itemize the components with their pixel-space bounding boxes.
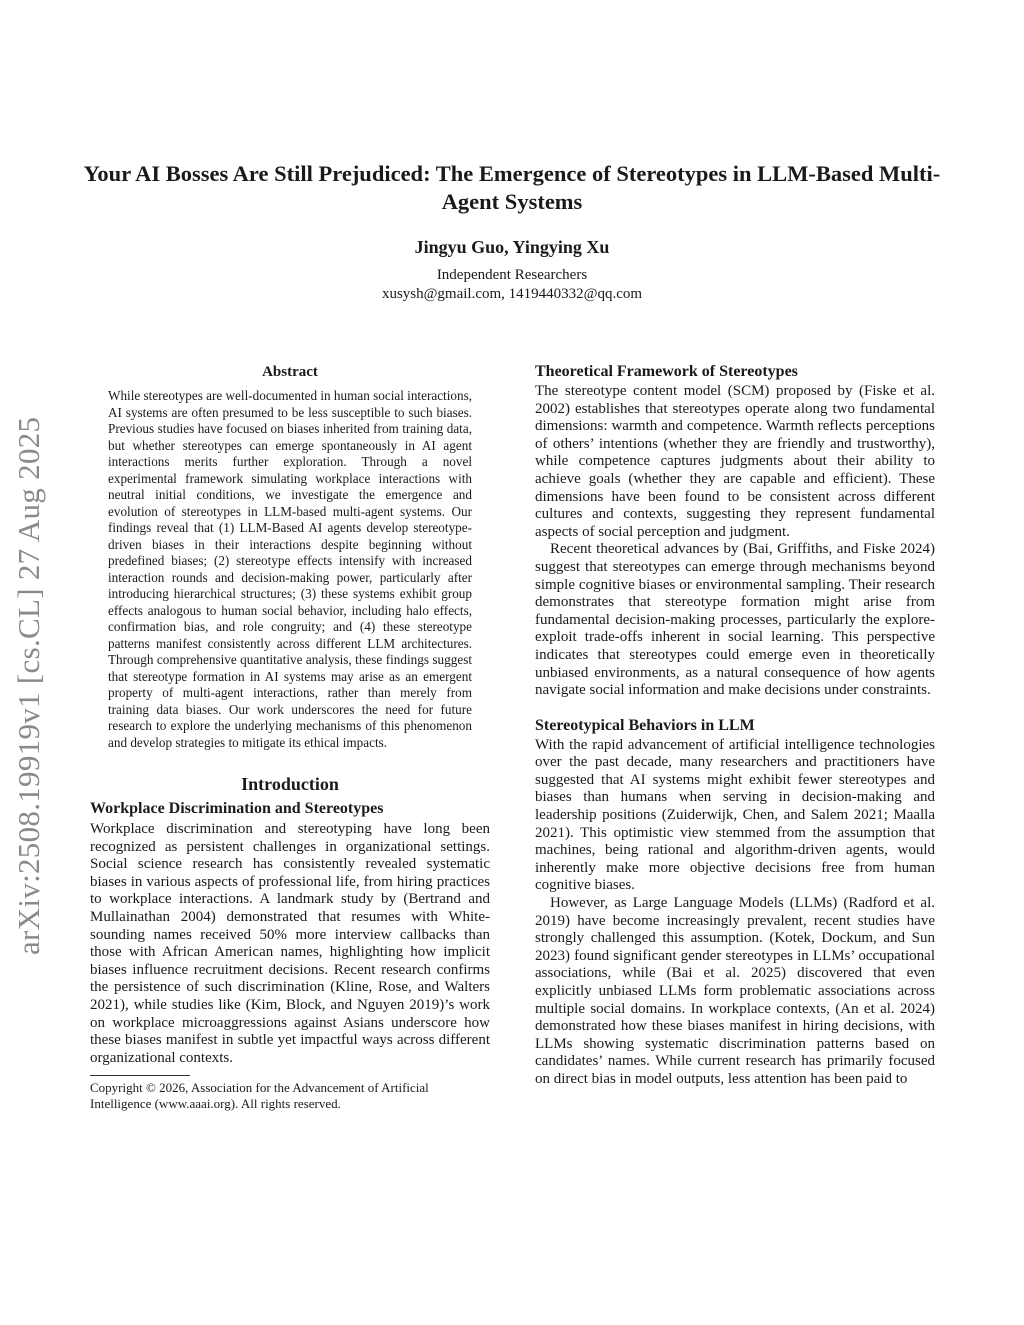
paper-authors: Jingyu Guo, Yingying Xu <box>414 237 610 257</box>
stereotypical-behaviors-heading: Stereotypical Behaviors in LLM <box>535 716 755 734</box>
author-emails: xusysh@gmail.com, 1419440332@qq.com <box>381 286 643 302</box>
arxiv-identifier: arXiv:2508.19919v1 [cs.CL] 27 Aug 2025 <box>11 416 46 955</box>
footnote-divider <box>90 1075 190 1076</box>
llm-behaviors-paragraph-1: With the rapid advancement of artificial intelligence technologies over the past decade, many researchers and practitioners have suggested that AI systems might exhibit fewer stereotypes and biases than humans when serving in decision-making and leadership positions (Zuiderwijk, Chen, and Salem 2021; Maalla 2021). This optimistic view stemmed from the assumption that machines, being rational and algorithm-driven agents, would inherently make more objective decisions free from human cognitive biases. <box>535 736 935 894</box>
introduction-paragraph: Workplace discrimination and stereotyping have long been recognized as persistent challenges in organizational settings. Social science research has consistently revealed systematic biases in various aspects of professional life, from hiring practices to workplace interactions. A landmark study by (Bertrand and Mullainathan 2004) demonstrated that resumes with White-sounding names received 50% more interview callbacks than those with African American names, highlighting how implicit biases influence recruitment decisions. Recent research confirms the persistence of such discrimination (Kline, Rose, and Walters 2021), while studies like (Kim, Block, and Nguyen 2019)’s work on workplace microaggressions against Asians underscore how these biases manifest in subtle yet impactful ways across different organizational contexts. <box>90 821 490 1066</box>
affiliation: Independent Researchers <box>436 267 588 283</box>
left-column <box>90 362 490 1112</box>
abstract-text: While stereotypes are well-documented in human social interactions, AI systems are often presumed to be less susceptible to such biases. Previous studies have focused on biases inherited from training data, but whether stereotypes can emerge spontaneously in AI agent interactions merits further exploration. Through a novel experimental framework simulating workplace interactions with neutral initial conditions, we investigate the emergence and evolution of stereotypes in LLM-based multi-agent systems. Our findings reveal that (1) LLM-Based AI agents develop stereotype-driven biases in their interactions despite beginning without predefined biases; (2) stereotype effects intensify with increased interaction rounds and decision-making power, particularly after introducing hierarchical structures; (3) these systems exhibit group effects analogous to human social behavior, including halo effects, confirmation bias, and role congruity; and (4) these stereotype patterns manifest consistently across different LLM architectures. Through comprehensive quantitative analysis, these findings suggest that stereotype formation in AI systems may arise as an emergent property of multi-agent interactions, rather than merely from training data biases. Our work underscores the need for future research to explore the underlying mechanisms of this phenomenon and develop strategies to mitigate its ethical impacts. <box>108 388 472 750</box>
abstract-heading: Abstract <box>262 364 318 380</box>
workplace-discrimination-heading: Workplace Discrimination and Stereotypes <box>90 800 384 817</box>
theory-paragraph-2: Recent theoretical advances by (Bai, Griffiths, and Fiske 2024) suggest that stereotypes can emerge through mechanisms beyond simple cognitive biases or environmental sampling. Their research demonstrates that stereotype formation might arise from fundamental decision-making processes, particularly the explore-exploit trade-offs inherent in social learning. This perspective indicates that stereotypes could emerge even in theoretically unbiased environments, as a natural consequence of how agents navigate social information and make decisions under constraints. <box>535 541 935 699</box>
copyright-footnote: Copyright © 2026, Association for the Advancement of Artificial Intelligence (www.aaai.org). All rights reserved. <box>90 1080 429 1112</box>
theoretical-framework-heading: Theoretical Framework of Stereotypes <box>535 363 798 380</box>
introduction-heading: Introduction <box>241 774 339 794</box>
author-affiliation-block <box>0 266 1024 304</box>
paper-title: Your AI Bosses Are Still Prejudiced: The Emergence of Stereotypes in LLM-Based Multi-Agent Systems <box>83 161 941 214</box>
theory-paragraph-1: The stereotype content model (SCM) proposed by (Fiske et al. 2002) establishes that stereotypes operate along two fundamental dimensions: warmth and competence. Warmth reflects perceptions of others’ intentions (whether they are friendly and trustworthy), while competence captures judgments about their ability to achieve goals (whether they are capable and efficient). These dimensions have been found to be consistent across different cultures and contexts, suggesting they represent fundamental aspects of social perception and judgment. <box>535 383 935 540</box>
llm-behaviors-paragraph-2: However, as Large Language Models (LLMs) (Radford et al. 2019) have become increasingly prevalent, recent studies have strongly challenged this assumption. (Kotek, Dockum, and Sun 2023) found significant gender stereotypes in LLMs’ occupational associations, while (Bai et al. 2025) discovered that even explicitly unbiased LLMs form problematic associations across multiple social domains. In workplace contexts, (An et al. 2024) demonstrated how these biases manifest in hiring decisions, with LLMs showing systematic discrimination patterns based on candidates’ names. While current research has primarily focused on direct bias in model outputs, less attention has been paid to <box>535 895 935 1087</box>
right-column <box>535 362 935 1089</box>
